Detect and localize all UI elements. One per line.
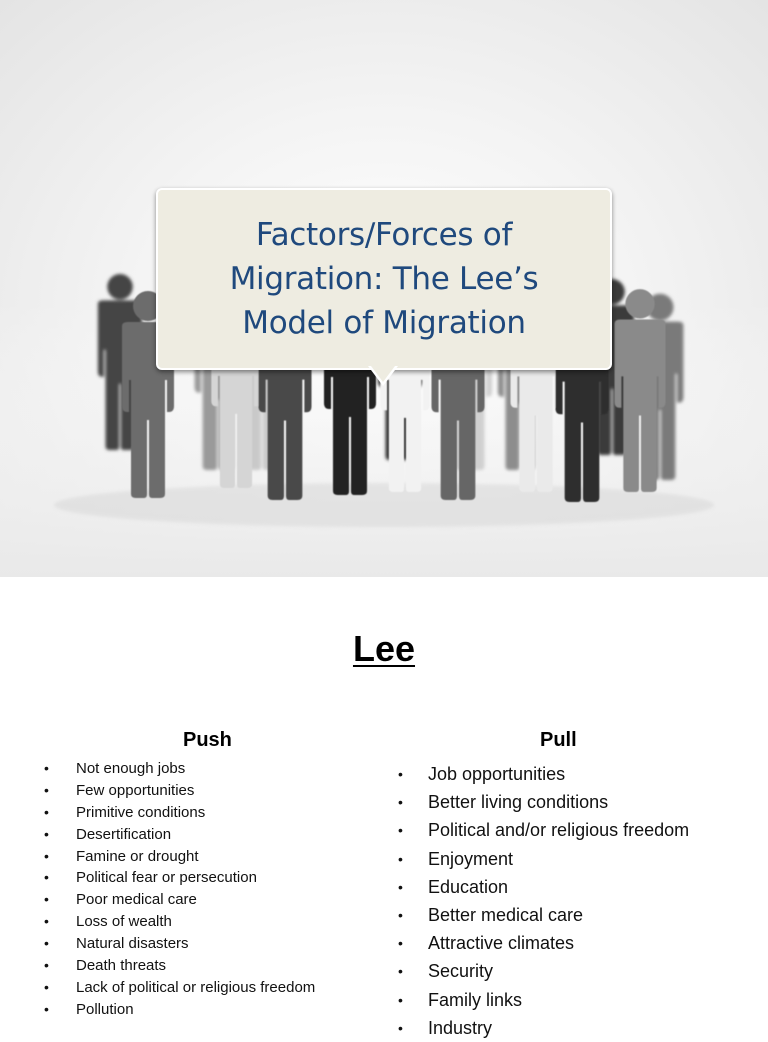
title-callout bbox=[156, 188, 612, 370]
list-item-text: Poor medical care bbox=[76, 891, 197, 909]
list-item bbox=[44, 933, 315, 955]
bullet-icon: • bbox=[44, 760, 49, 776]
bullet-icon: • bbox=[44, 825, 49, 842]
slide-title-line-2: Migration: The Lee’s bbox=[229, 261, 539, 297]
list-item-text: Pollution bbox=[76, 1000, 134, 1018]
list-item-text: Natural disasters bbox=[76, 935, 189, 953]
push-factors-list bbox=[44, 758, 315, 1021]
bullet-icon: • bbox=[398, 794, 403, 811]
list-item-text: Industry bbox=[428, 1017, 493, 1038]
bullet-icon: • bbox=[398, 822, 403, 839]
list-item-text: Lack of political or religious freedom bbox=[76, 978, 316, 996]
list-item-text: Family links bbox=[428, 989, 523, 1010]
callout-tail-fill bbox=[371, 366, 395, 382]
list-item bbox=[44, 802, 315, 824]
list-item-text: Job opportunities bbox=[428, 764, 566, 784]
bullet-icon: • bbox=[44, 803, 49, 820]
list-item-text: Loss of wealth bbox=[76, 913, 172, 931]
list-item bbox=[44, 758, 315, 780]
bullet-icon: • bbox=[398, 963, 403, 980]
bullet-icon: • bbox=[44, 847, 49, 864]
list-item-text: Enjoyment bbox=[428, 848, 514, 869]
bullet-icon: • bbox=[398, 766, 403, 782]
bullet-icon: • bbox=[44, 891, 49, 908]
list-item bbox=[44, 911, 315, 933]
list-item-text: Desertification bbox=[76, 825, 172, 843]
list-item bbox=[398, 788, 689, 816]
lee-slide bbox=[0, 577, 768, 1038]
list-item-text: Death threats bbox=[76, 957, 167, 975]
bullet-icon: • bbox=[44, 978, 49, 995]
list-item bbox=[44, 999, 315, 1021]
bullet-icon: • bbox=[44, 1000, 49, 1017]
bullet-icon: • bbox=[44, 913, 49, 930]
pull-factors-list bbox=[398, 760, 689, 1042]
list-item bbox=[44, 977, 315, 999]
pull-heading: Pull bbox=[540, 729, 577, 751]
list-item-text: Security bbox=[428, 961, 494, 982]
list-item bbox=[398, 873, 689, 901]
list-item bbox=[398, 986, 689, 1014]
list-item-text: Education bbox=[428, 876, 509, 897]
bullet-icon: • bbox=[44, 935, 49, 952]
list-item bbox=[44, 867, 315, 889]
list-item bbox=[398, 816, 689, 844]
list-item-text: Primitive conditions bbox=[76, 803, 206, 821]
list-item bbox=[398, 901, 689, 929]
lee-heading: Lee bbox=[352, 628, 416, 669]
list-item-text: Famine or drought bbox=[76, 847, 199, 865]
slide-title-line-3: Model of Migration bbox=[242, 305, 526, 341]
list-item-text: Better medical care bbox=[428, 904, 584, 925]
bullet-icon: • bbox=[44, 957, 49, 974]
list-item bbox=[398, 929, 689, 957]
list-item bbox=[44, 824, 315, 846]
list-item bbox=[398, 845, 689, 873]
bullet-icon: • bbox=[398, 878, 403, 895]
push-heading: Push bbox=[183, 729, 232, 751]
bullet-icon: • bbox=[44, 869, 49, 886]
bullet-icon: • bbox=[398, 935, 403, 952]
bullet-icon: • bbox=[398, 991, 403, 1008]
list-item-text: Better living conditions bbox=[428, 792, 609, 813]
list-item-text: Political and/or religious freedom bbox=[428, 820, 690, 841]
bullet-icon: • bbox=[398, 850, 403, 867]
list-item-text: Not enough jobs bbox=[76, 760, 186, 777]
slide-title-line-1: Factors/Forces of bbox=[255, 217, 513, 253]
list-item bbox=[398, 760, 689, 788]
list-item bbox=[44, 889, 315, 911]
slide-title bbox=[158, 213, 610, 345]
bullet-icon: • bbox=[44, 781, 49, 798]
list-item bbox=[44, 955, 315, 977]
list-item-text: Political fear or persecution bbox=[76, 869, 257, 887]
bullet-icon: • bbox=[398, 1019, 403, 1036]
list-item-text: Few opportunities bbox=[76, 781, 195, 799]
bullet-icon: • bbox=[398, 906, 403, 923]
list-item bbox=[398, 1014, 689, 1042]
list-item bbox=[44, 780, 315, 802]
list-item bbox=[398, 957, 689, 985]
list-item-text: Attractive climates bbox=[428, 933, 575, 954]
list-item bbox=[44, 846, 315, 868]
